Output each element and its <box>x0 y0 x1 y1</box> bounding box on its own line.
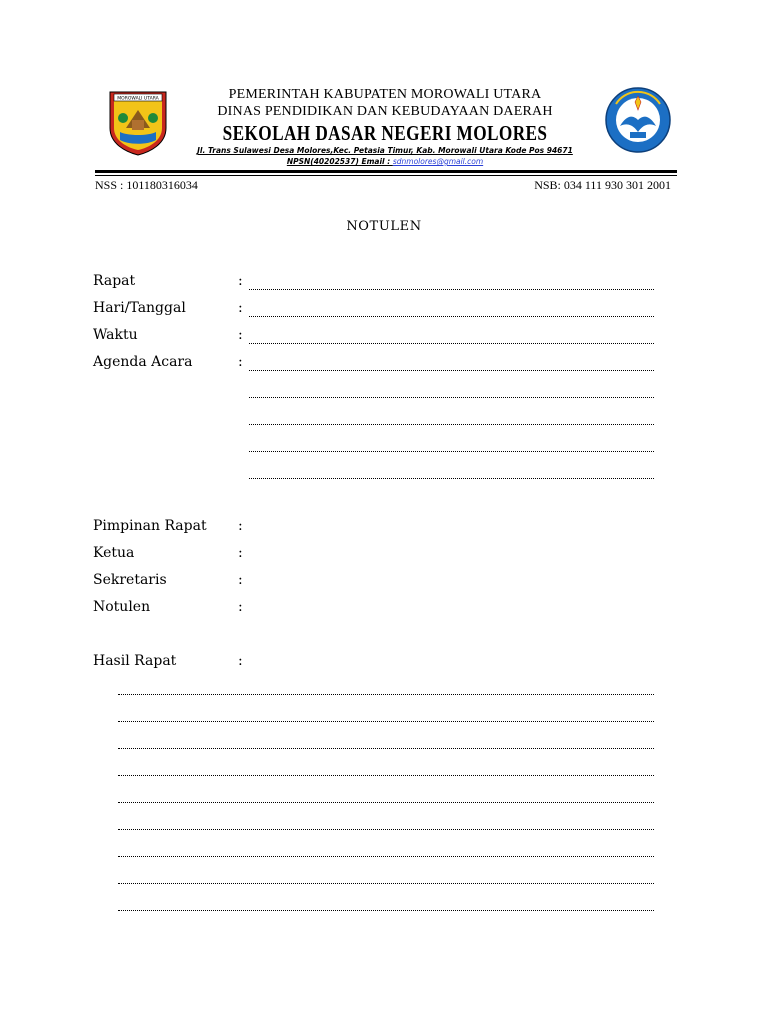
field-label: Sekretaris <box>93 572 167 588</box>
npsn-text: NPSN(40202537) Email : <box>286 157 393 166</box>
nss-code: NSS : 101180316034 <box>95 178 198 192</box>
kop-sekolah: SEKOLAH DASAR NEGERI MOLORES <box>222 121 548 145</box>
morowali-utara-logo <box>106 88 170 156</box>
kop-divider-thick <box>95 170 677 173</box>
kop-npsn-email <box>180 157 590 166</box>
kop-divider-thin <box>95 175 677 176</box>
field-colon: : <box>238 354 243 370</box>
field-colon: : <box>238 572 243 588</box>
fill-line[interactable] <box>249 329 654 344</box>
kop-address <box>180 146 590 155</box>
field-label: Hasil Rapat <box>93 653 177 669</box>
fill-line[interactable] <box>249 383 654 398</box>
fill-line[interactable] <box>249 275 654 290</box>
field-label: Agenda Acara <box>93 354 193 370</box>
document-title: NOTULEN <box>346 219 422 234</box>
field-label: Notulen <box>93 599 151 615</box>
address-text: Jl. Trans Sulawesi Desa Molores,Kec. Petasia Timur, Kab. Morowali Utara Kode Pos 94671 <box>197 146 573 155</box>
fill-line[interactable] <box>118 869 654 884</box>
field-colon: : <box>238 653 243 669</box>
fill-line[interactable] <box>118 761 654 776</box>
fill-line[interactable] <box>249 464 654 479</box>
kop-pemerintah: PEMERINTAH KABUPATEN MOROWALI UTARA <box>228 87 542 102</box>
field-colon: : <box>238 518 243 534</box>
tut-wuri-handayani-logo <box>602 86 674 154</box>
field-label: Pimpinan Rapat <box>93 518 207 534</box>
nsb-code: NSB: 034 111 930 301 2001 <box>534 178 671 192</box>
field-colon: : <box>238 300 243 316</box>
fill-line[interactable] <box>249 410 654 425</box>
fill-line[interactable] <box>118 788 654 803</box>
field-label: Hari/Tanggal <box>93 300 186 316</box>
fill-line[interactable] <box>118 734 654 749</box>
field-colon: : <box>238 599 243 615</box>
fill-line[interactable] <box>249 437 654 452</box>
field-colon: : <box>238 545 243 561</box>
fill-line[interactable] <box>118 707 654 722</box>
fill-line[interactable] <box>249 356 654 371</box>
field-colon: : <box>238 327 243 343</box>
email-link[interactable]: sdnmolores@gmail.com <box>392 157 484 166</box>
fill-line[interactable] <box>118 896 654 911</box>
fill-line[interactable] <box>118 680 654 695</box>
field-label: Waktu <box>93 327 138 343</box>
field-colon: : <box>238 273 243 289</box>
fill-line[interactable] <box>249 302 654 317</box>
fill-line[interactable] <box>118 842 654 857</box>
svg-text:MOROWALI UTARA: MOROWALI UTARA <box>117 96 159 102</box>
fill-line[interactable] <box>118 815 654 830</box>
kop-dinas: DINAS PENDIDIKAN DAN KEBUDAYAAN DAERAH <box>217 104 553 119</box>
field-label: Rapat <box>93 273 136 289</box>
field-label: Ketua <box>93 545 135 561</box>
